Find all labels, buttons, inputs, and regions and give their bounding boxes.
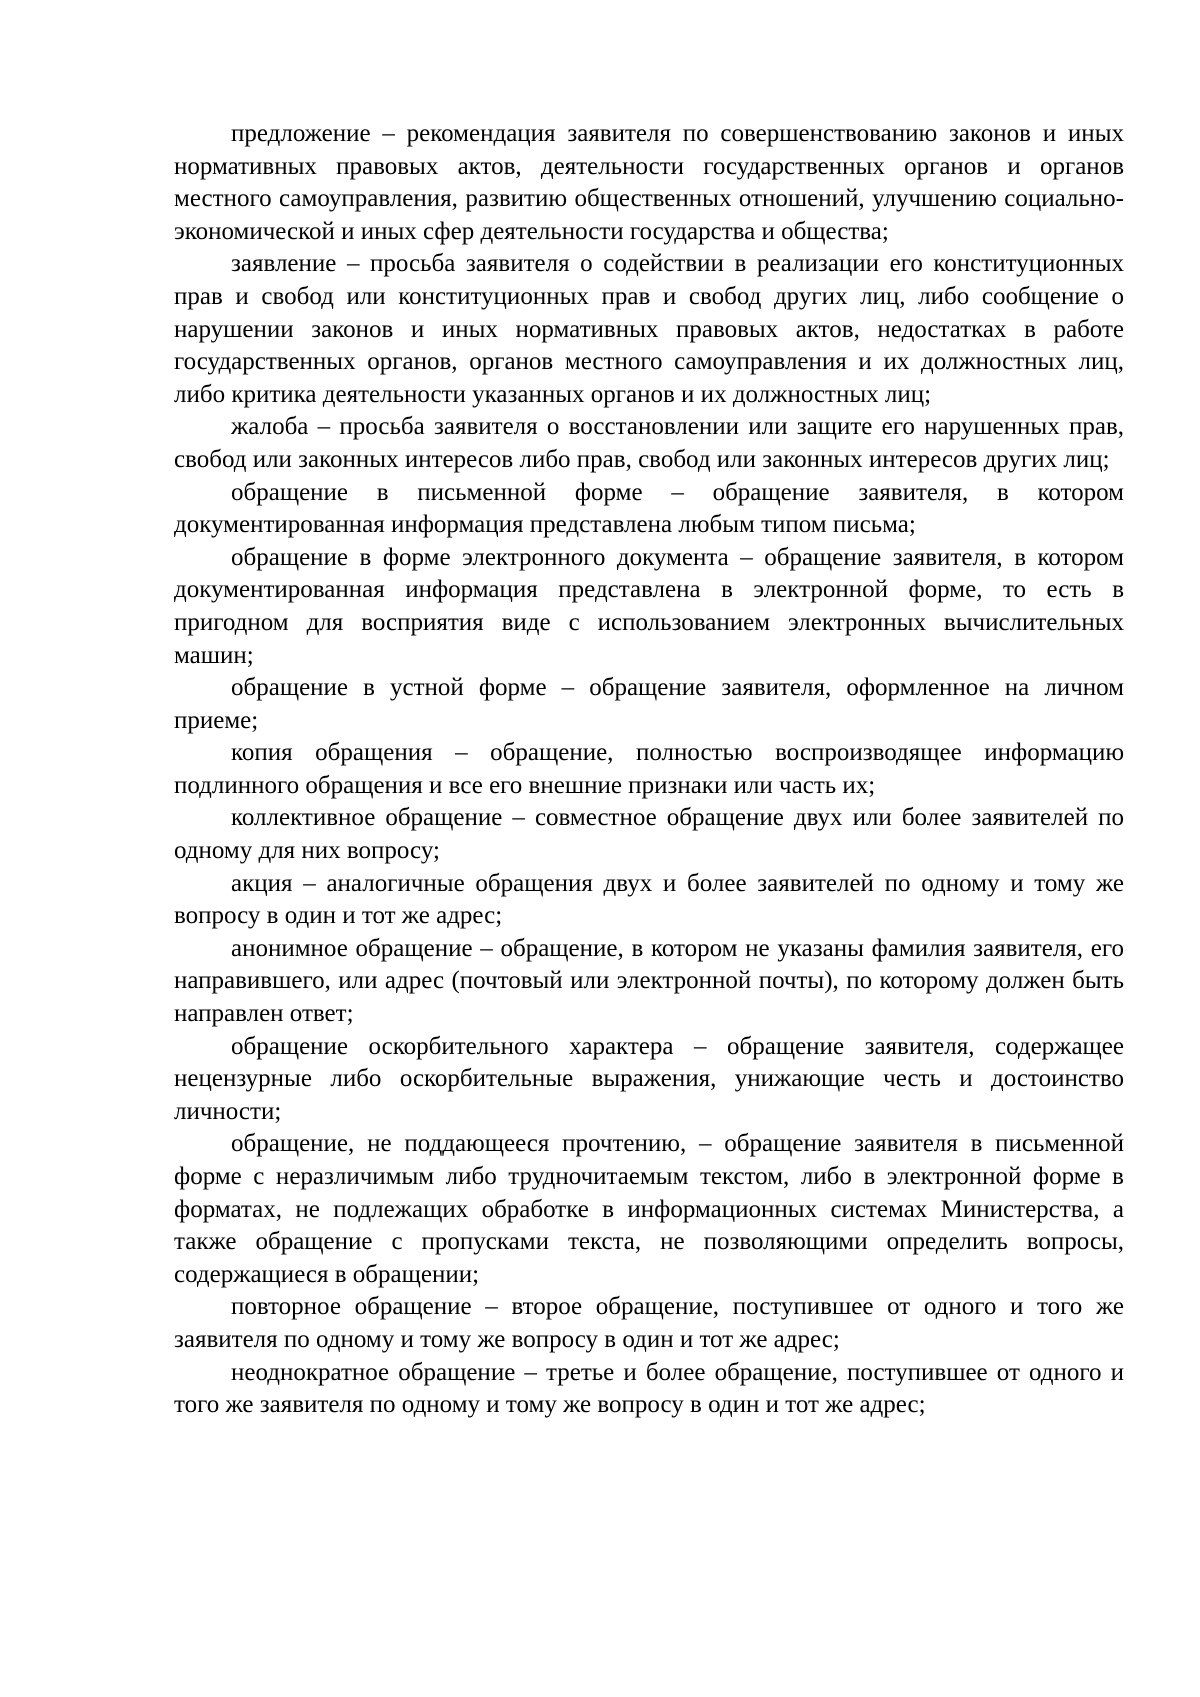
definition-paragraph: обращение в форме электронного документа – обращение заявителя, в котором документированная информация представлена в электронной форме, то есть в пригодном для восприятия виде с использованием электронных вычислительных машин; — [174, 543, 1124, 669]
definition-paragraph: анонимное обращение – обращение, в котором не указаны фамилия заявителя, его направившего, или адрес (почтовый или электронной почты), по которому должен быть направлен ответ; — [174, 934, 1124, 1028]
definition-paragraph: обращение оскорбительного характера – обращение заявителя, содержащее нецензурные либо оскорбительные выражения, унижающие честь и достоинство личности; — [174, 1032, 1124, 1125]
definition-paragraph: коллективное обращение – совместное обращение двух или более заявителей по одному для них вопросу; — [174, 804, 1124, 865]
definition-paragraph: обращение, не поддающееся прочтению, – обращение заявителя в письменной форме с неразличимым либо трудночитаемым текстом, либо в электронной форме в форматах, не подлежащих обработке в информационных системах Министерства, а также обращение с пропусками текста, не позволяющими определить вопросы, содержащиеся в обращении; — [174, 1130, 1124, 1288]
definition-paragraph: копия обращения – обращение, полностью воспроизводящее информацию подлинного обращения и все его внешние признаки или часть их; — [174, 739, 1124, 799]
definition-paragraph: заявление – просьба заявителя о содействии в реализации его конституционных прав и свобод или конституционных прав и свобод других лиц, либо сообщение о нарушении законов и иных нормативных правовых актов, недостатках в работе государственных органов, органов местного самоуправления и их должностных лиц, либо критика деятельности указанных органов и их должностных лиц; — [174, 250, 1124, 408]
definition-paragraph: повторное обращение – второе обращение, поступившее от одного и того же заявителя по одному и тому же вопросу в один и тот же адрес; — [174, 1293, 1124, 1353]
definition-paragraph: обращение в письменной форме – обращение заявителя, в котором документированная информация представлена любым типом письма; — [174, 478, 1124, 539]
definition-paragraph: обращение в устной форме – обращение заявителя, оформленное на личном приеме; — [174, 674, 1124, 734]
definition-paragraph: акция – аналогичные обращения двух и более заявителей по одному и тому же вопросу в один и тот же адрес; — [174, 869, 1124, 930]
definition-paragraph: предложение – рекомендация заявителя по совершенствованию законов и иных нормативных правовых актов, деятельности государственных органов и органов местного самоуправления, развитию общественных отношений, улучшению социально-экономической и иных сфер деятельности государства и общества; — [174, 120, 1124, 245]
document-body — [174, 118, 1124, 1422]
definition-paragraph: жалоба – просьба заявителя о восстановлении или защите его нарушенных прав, свобод или законных интересов либо прав, свобод или законных интересов других лиц; — [174, 413, 1124, 473]
definition-paragraph: неоднократное обращение – третье и более обращение, поступившее от одного и того же заявителя по одному и тому же вопросу в один и тот же адрес; — [174, 1358, 1124, 1419]
